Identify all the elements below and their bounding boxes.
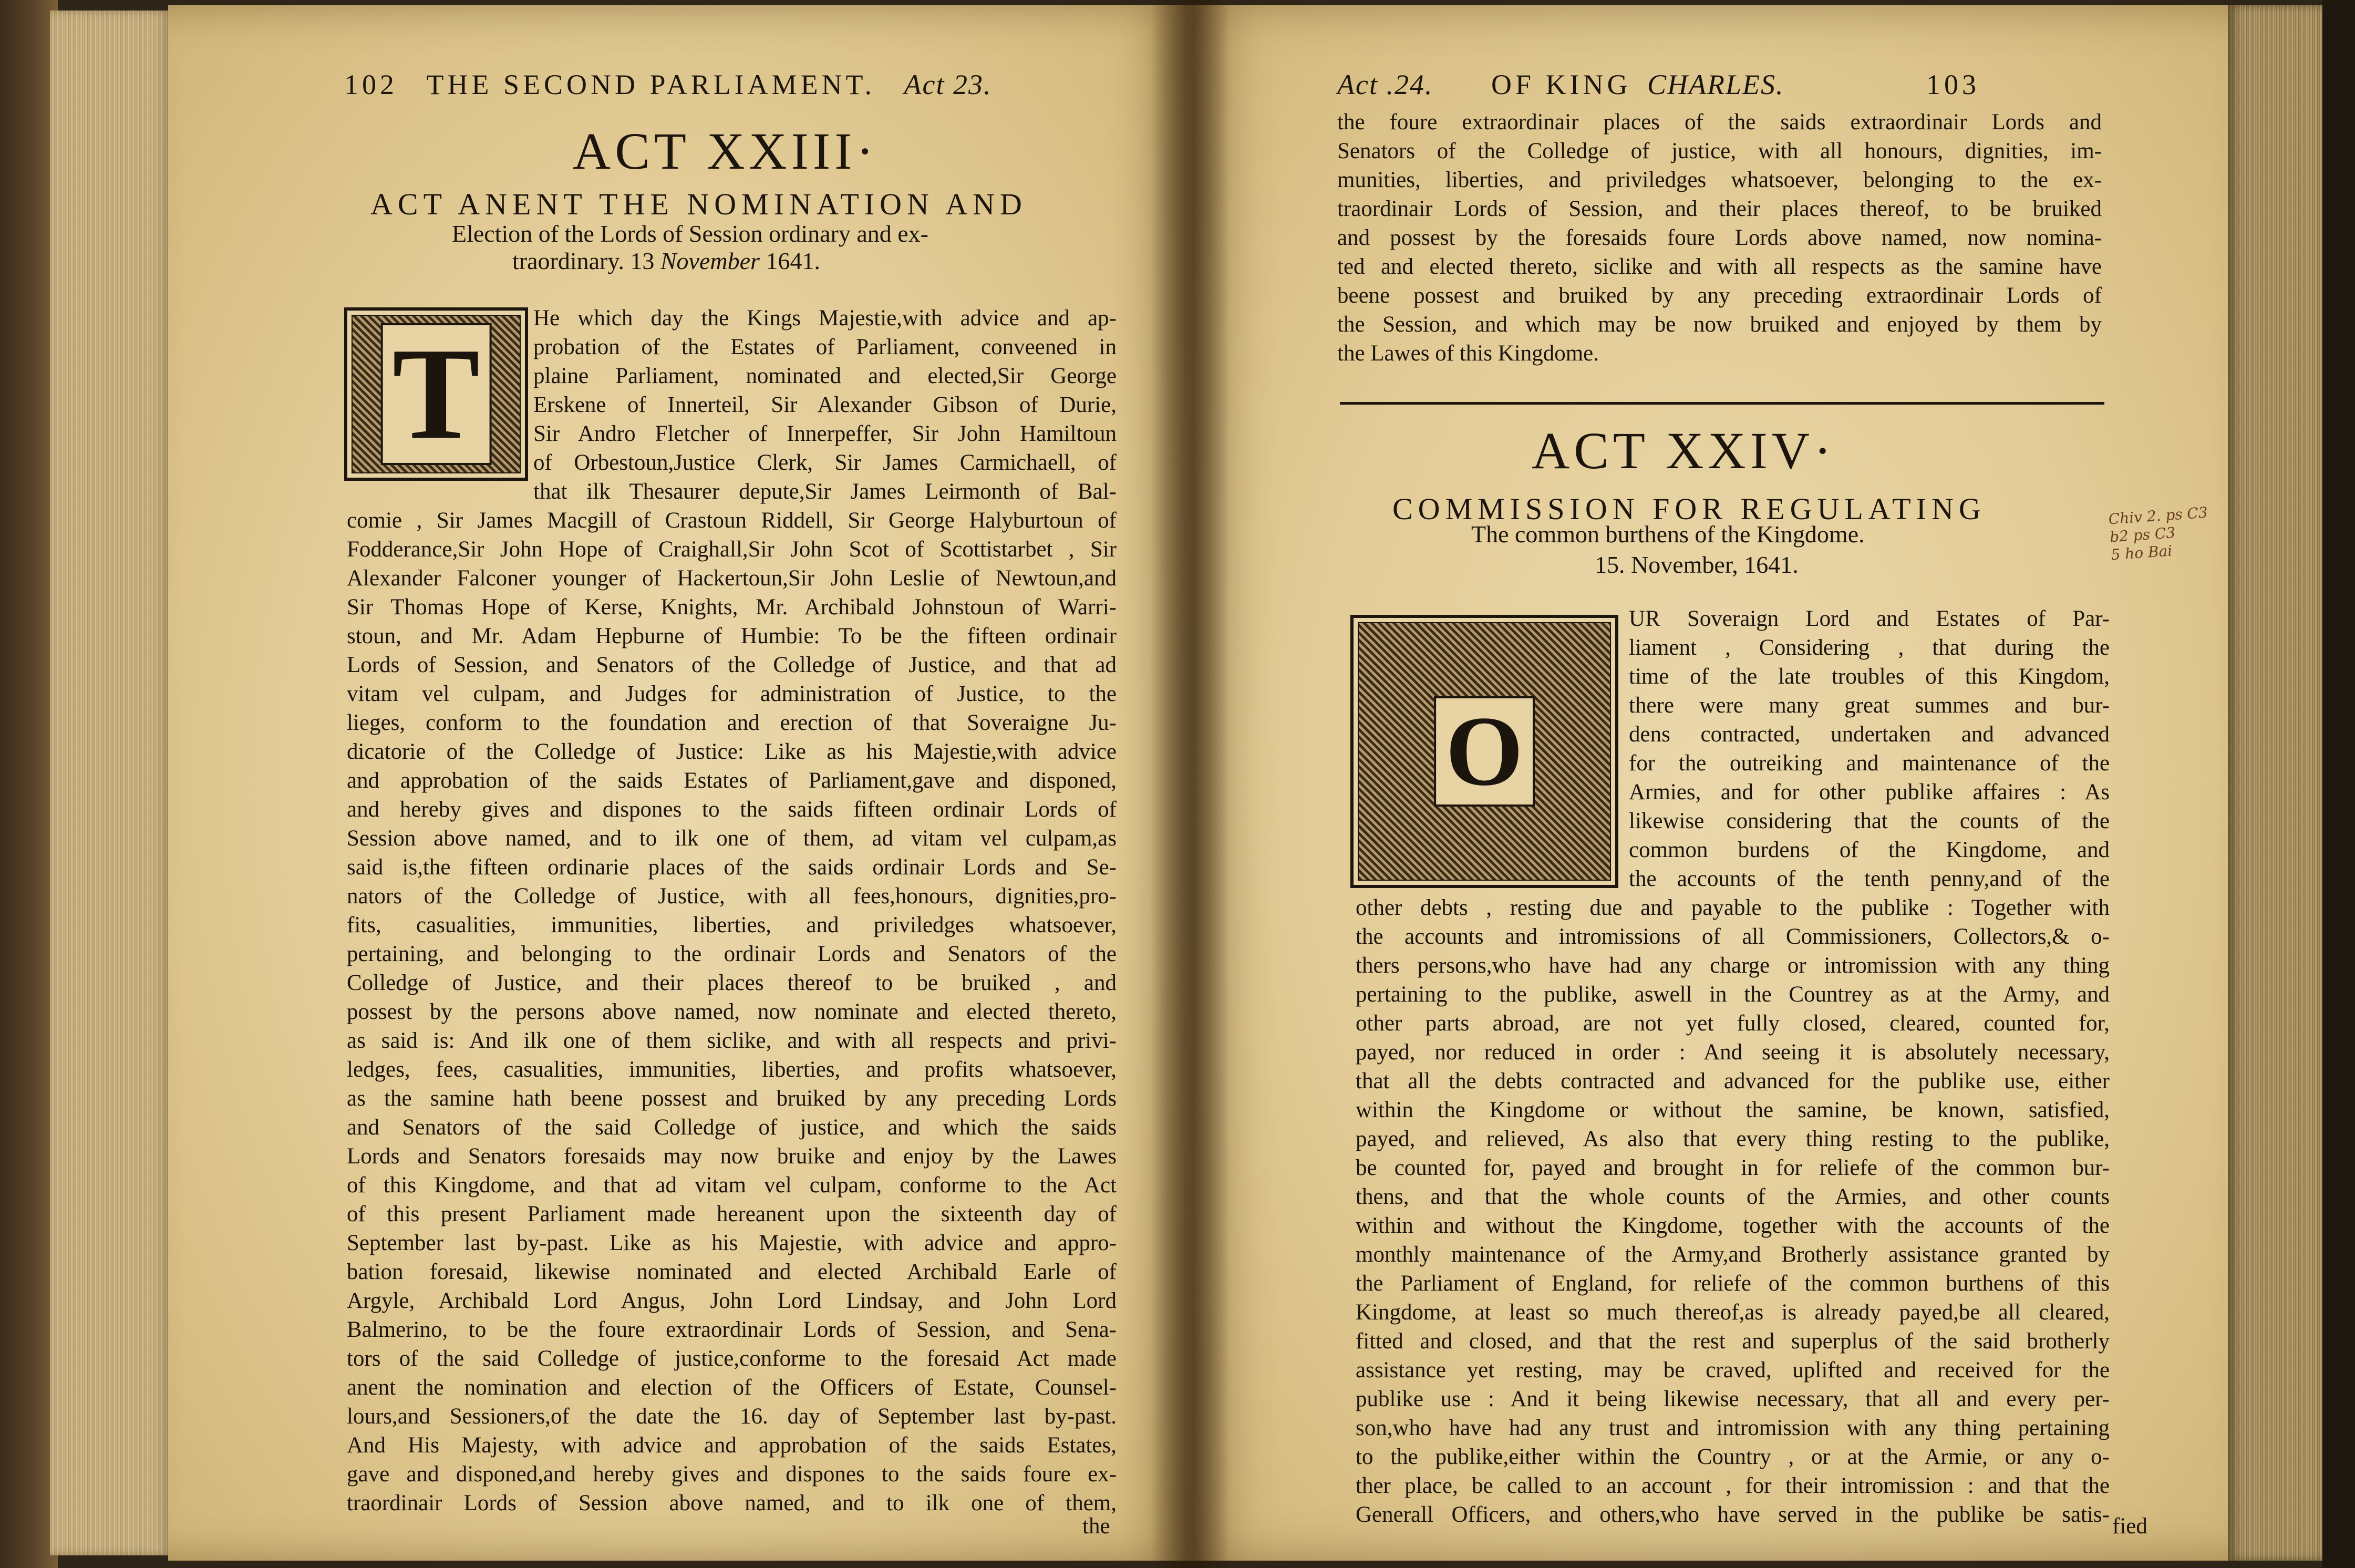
act-xxiv-subtitle-caps: COMMISSION FOR REGULATING	[1392, 492, 1986, 526]
text-line: dens contracted, undertaken and advanced	[1629, 722, 2110, 747]
text-line: ther place, be called to an account , for their intromission : and that the	[1356, 1473, 2110, 1498]
text-line: Sir Thomas Hope of Kerse, Knights, Mr. Archibald Johnstoun of Warri-	[347, 595, 1117, 620]
text-line: liament , Considering , that during the	[1629, 635, 2110, 660]
text-line: be counted for, payed and brought in for reliefe of the common bur-	[1356, 1156, 2110, 1180]
left-running-head-title: THE SECOND PARLIAMENT.	[426, 69, 876, 100]
text-line: of Orbestoun,Justice Clerk, Sir James Carmichaell, of	[533, 450, 1117, 475]
right-running-head-name: CHARLES.	[1647, 69, 1784, 100]
text-line: Senators of the Colledge of justice, with all honours, dignities, im-	[1337, 139, 2102, 163]
right-running-head-act: Act .24.	[1337, 69, 1433, 100]
text-line: time of the late troubles of this Kingdom,	[1629, 664, 2110, 689]
act-xxiv-title: ACT XXIV·	[1532, 421, 1836, 480]
act-xxiii-subtitle-caps: ACT ANENT THE NOMINATION AND	[370, 187, 1027, 221]
text-line: anent the nomination and election of the Officers of Estate, Counsel-	[347, 1375, 1117, 1400]
text-line: payed, and relieved, As also that every thing resting to the publike,	[1356, 1127, 2110, 1151]
text-line: tors of the said Colledge of justice,conforme to the foresaid Act made	[347, 1346, 1117, 1371]
text-line: Kingdome, at least so much thereof,as is already payed,be all cleared,	[1356, 1300, 2110, 1325]
text-line: fits, casualities, immunities, liberties, and priviledges whatsoever,	[347, 913, 1117, 937]
dropcap-letter-o: O	[1434, 696, 1535, 807]
text-line: said is,the fifteen ordinarie places of the saids ordinair Lords and Se-	[347, 855, 1117, 880]
act-xxiii-continuation	[0, 108, 2102, 368]
text-line: that ilk Thesaurer depute,Sir James Leirmonth of Bal-	[533, 479, 1117, 504]
text-line: Lords of Session, and Senators of the Colledge of Justice, and that ad	[347, 653, 1117, 677]
text-line: stoun, and Mr. Adam Hepburne of Humbie: To be the fifteen ordinair	[347, 624, 1117, 648]
act-xxiv-date-line: 15. November, 1641.	[1595, 551, 1799, 578]
right-page-number: 103	[1926, 69, 1980, 100]
text-line: likewise considering that the counts of the	[1629, 809, 2110, 833]
text-line: UR Soveraign Lord and Estates of Par-	[1629, 606, 2110, 631]
text-line: the Parliament of England, for reliefe of the common burthens of this	[1356, 1271, 2110, 1296]
text-line: fitted and closed, and that the rest and superplus of the said brotherly	[1356, 1329, 2110, 1354]
text-line: to the publike,either within the Country , or at the Armie, or any o-	[1356, 1445, 2110, 1469]
right-running-head	[1337, 68, 1980, 101]
text-line: for the outreiking and maintenance of the	[1629, 751, 2110, 776]
text-line: nators of the Colledge of Justice, with all fees,honours, dignities,pro-	[347, 884, 1117, 909]
text-line: and Senators of the said Colledge of justice, and which the saids	[347, 1115, 1117, 1140]
text-line: munities, liberties, and priviledges whatsoever, belonging to the ex-	[1337, 168, 2102, 192]
text-line: dicatorie of the Colledge of Justice: Like as his Majestie,with advice	[347, 739, 1117, 764]
dropcap-letter-t: T	[381, 323, 492, 465]
text-line: the foure extraordinair places of the saids extraordinair Lords and	[1337, 110, 2102, 135]
text-line: monthly maintenance of the Army,and Brotherly assistance granted by	[1356, 1242, 2110, 1267]
text-line: Session above named, and to ilk one of them, ad vitam vel culpam,as	[347, 826, 1117, 851]
text-line: He which day the Kings Majestie,with advice and ap-	[533, 306, 1117, 331]
text-line: Sir Andro Fletcher of Innerpeffer, Sir John Hamiltoun	[533, 421, 1117, 446]
text-line: Erskene of Innerteil, Sir Alexander Gibson of Durie,	[533, 393, 1117, 417]
text-line: plaine Parliament, nominated and elected,Sir George	[533, 364, 1117, 388]
text-line: there were many great summes and bur-	[1629, 693, 2110, 718]
text-line: thens, and that the whole counts of the Armies, and other counts	[1356, 1184, 2110, 1209]
text-line: pertaining, and belonging to the ordinair Lords and Senators of the	[347, 942, 1117, 966]
left-running-head	[344, 68, 992, 101]
handwritten-marginalia	[2108, 504, 2211, 564]
date-prefix: traordinary. 13	[512, 247, 655, 274]
text-line: lieges, conform to the foundation and erection of that Soveraigne Ju-	[347, 710, 1117, 735]
text-line: other parts abroad, are not yet fully closed, cleared, counted for,	[1356, 1011, 2110, 1036]
text-line: common burdens of the Kingdome, and	[1629, 838, 2110, 862]
text-line: September last by-past. Like as his Majestie, with advice and appro-	[347, 1231, 1117, 1255]
text-line: within the Kingdome or without the samine, be known, satisfied,	[1356, 1098, 2110, 1122]
text-line: of this Kingdome, and that ad vitam vel culpam, conforme to the Act	[347, 1173, 1117, 1198]
section-divider	[1340, 402, 2104, 405]
text-line: beene possest and bruiked by any preceding extraordinair Lords of	[1337, 283, 2102, 308]
text-line: the Session, and which may be now bruiked and enjoyed by them by	[1337, 312, 2102, 337]
text-line: thers persons,who have had any charge or intromission with any thing	[1356, 953, 2110, 978]
text-line: pertaining to the publike, aswell in the Countrey as at the Army, and	[1356, 982, 2110, 1007]
text-line: as the samine hath beene possest and bruiked by any preceding Lords	[347, 1086, 1117, 1111]
text-line: publike use : And it being likewise necessary, that all and every per-	[1356, 1387, 2110, 1411]
date-year: 1641.	[766, 247, 820, 274]
left-running-head-act: Act 23.	[904, 69, 992, 100]
text-line: vitam vel culpam, and Judges for administration of Justice, to the	[347, 682, 1117, 706]
text-line: Balmerino, to be the foure extraordinair Lords of Session, and Sena-	[347, 1317, 1117, 1342]
text-line: comie , Sir James Macgill of Crastoun Riddell, Sir George Halyburtoun of	[347, 508, 1117, 533]
text-line: the accounts of the tenth penny,and of the	[1629, 866, 2110, 891]
text-line: and approbation of the saids Estates of Parliament,gave and disponed,	[347, 768, 1117, 793]
marginalia-line: Chiv 2. ps C3	[2108, 503, 2208, 528]
text-line: of this present Parliament made hereanent upon the sixteenth day of	[347, 1202, 1117, 1226]
text-line: ted and elected thereto, siclike and with all respects as the samine have	[1337, 254, 2102, 279]
text-line: and possest by the foresaids foure Lords above named, now nomina-	[1337, 225, 2102, 250]
date-month: November	[660, 247, 760, 274]
text-line: that all the debts contracted and advanced for the publike use, either	[1356, 1069, 2110, 1094]
text-line: Fodderance,Sir John Hope of Craighall,Sir John Scot of Scottistarbet , Sir	[347, 537, 1117, 562]
act-xxiii-title: ACT XXIII·	[573, 122, 878, 180]
text-line: Alexander Falconer younger of Hackertoun,Sir John Leslie of Newtoun,and	[347, 566, 1117, 591]
book-gutter	[1151, 0, 1230, 1568]
text-line: assistance yet resting, may be craved, uplifted and received for the	[1356, 1358, 2110, 1383]
left-page-number: 102	[344, 69, 398, 100]
text-line: possest by the persons above named, now nominate and elected thereto,	[347, 999, 1117, 1024]
text-line: other debts , resting due and payable to the publike : Together with	[1356, 895, 2110, 920]
text-line: and hereby gives and dispones to the saids fifteen ordinair Lords of	[347, 797, 1117, 822]
text-line: probation of the Estates of Parliament, conveened in	[533, 335, 1117, 359]
text-line: son,who have had any trust and intromission with any thing pertaining	[1356, 1416, 2110, 1440]
text-line: lours,and Sessioners,of the date the 16. day of September last by-past.	[347, 1404, 1117, 1429]
text-line: Armies, and for other publike affaires : As	[1629, 780, 2110, 804]
text-line: gave and disponed,and hereby gives and dispones to the saids foure ex-	[347, 1462, 1117, 1487]
text-line: Argyle, Archibald Lord Angus, John Lord Lindsay, and John Lord	[347, 1288, 1117, 1313]
marginalia-line: b2 ps C3	[2109, 523, 2176, 546]
text-line: payed, nor reduced in order : And seeing it is absolutely necessary,	[1356, 1040, 2110, 1065]
text-line: as said is: And ilk one of them siclike, and with all respects and privi-	[347, 1028, 1117, 1053]
right-catchword: fied	[2112, 1514, 2147, 1539]
text-line: And His Majesty, with advice and approbation of the saids Estates,	[347, 1433, 1117, 1458]
text-line: Colledge of Justice, and their places thereof to be bruiked , and	[347, 971, 1117, 995]
text-line: bation foresaid, likewise nominated and elected Archibald Earle of	[347, 1260, 1117, 1284]
text-line: traordinair Lords of Session, and their places thereof, to be bruiked	[1337, 197, 2102, 221]
text-line: within and without the Kingdome, together with the accounts of the	[1356, 1213, 2110, 1238]
text-line: traordinair Lords of Session above named, and to ilk one of them,	[347, 1491, 1117, 1515]
act-xxiii-subtitle-line: Election of the Lords of Session ordinary and ex-	[452, 220, 928, 247]
left-catchword: the	[1082, 1514, 1110, 1539]
marginalia-line: 5 ho Bai	[2110, 542, 2173, 564]
text-line: ledges, fees, casualities, immunities, liberties, and profits whatsoever,	[347, 1057, 1117, 1082]
act-xxiv-subtitle-line: The common burthens of the Kingdome.	[1471, 521, 1865, 548]
act-xxiv-body	[0, 604, 2110, 1529]
text-line: Lords and Senators foresaids may now bruike and enjoy by the Lawes	[347, 1144, 1117, 1169]
text-line: Generall Officers, and others,who have served in the publike be satis-	[1356, 1502, 2110, 1527]
right-running-head-title: OF KING	[1491, 69, 1631, 100]
text-line: the accounts and intromissions of all Commissioners, Collectors,& o-	[1356, 924, 2110, 949]
right-binding	[2322, 0, 2355, 1568]
text-line: the Lawes of this Kingdome.	[1337, 341, 1599, 366]
right-page-edges	[2228, 5, 2322, 1561]
